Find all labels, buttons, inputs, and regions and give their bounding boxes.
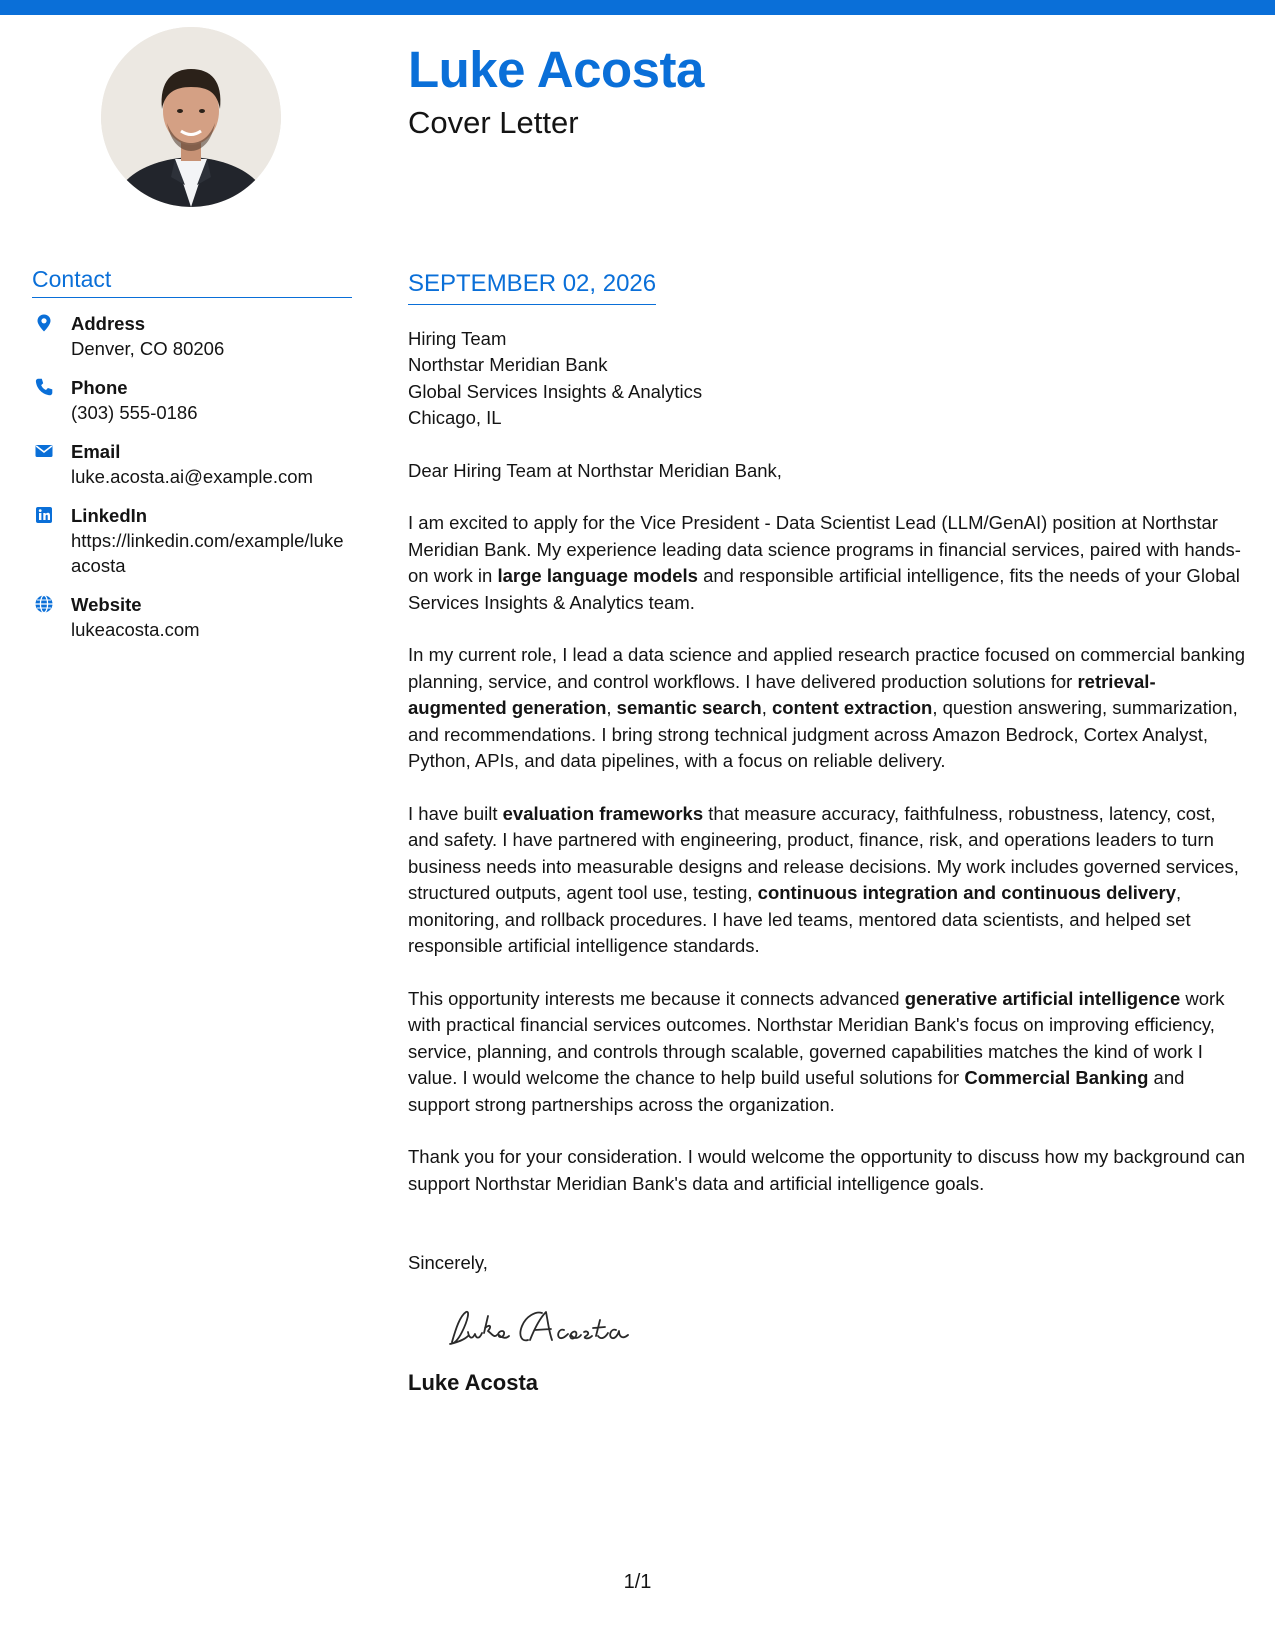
contact-value-phone: (303) 555-0186 (71, 401, 198, 423)
paragraph-text: that measure accuracy, faithfulness, robustness, latency, cost, and safety. I have partnered with engineering, product, finance, risk, and operations leaders to turn business needs into measurable designs and release decisions. My work includes governed services, structured outputs, agent tool use, testing, (408, 802, 1239, 904)
paragraph-text: , (606, 697, 617, 719)
paragraph-4 (408, 986, 1248, 1119)
paragraph-bold-text: Commercial Banking (964, 1067, 1149, 1089)
phone-icon (34, 377, 54, 397)
contact-item-address (32, 311, 352, 361)
paragraph-1 (408, 510, 1248, 616)
handwritten-signature (438, 1302, 638, 1354)
contact-sidebar (32, 266, 352, 656)
paragraph-3 (408, 801, 1248, 960)
greeting: Dear Hiring Team at Northstar Meridian Bank, (408, 459, 782, 481)
contact-value-email[interactable]: luke.acosta.ai@example.com (71, 465, 313, 487)
contact-item-linkedin (32, 503, 352, 578)
email-icon (34, 441, 54, 461)
paragraph-text: Thank you for your consideration. I would welcome the opportunity to discuss how my background can support Northstar Meridian Bank's data and artificial intelligence goals. (408, 1146, 1246, 1194)
contact-value-website[interactable]: lukeacosta.com (71, 618, 200, 640)
map-pin-icon (34, 313, 54, 333)
contact-item-phone (32, 375, 352, 425)
contact-heading: Contact (32, 266, 352, 298)
paragraph-text: and responsible artificial intelligence, fits the needs of your Global Services Insights & Analytics team. (408, 565, 1240, 613)
contact-label-linkedin: LinkedIn (71, 504, 148, 526)
top-accent-bar (0, 0, 1275, 15)
contact-label-address: Address (71, 312, 146, 334)
recipient-line: Global Services Insights & Analytics (408, 380, 703, 402)
document-type-title: Cover Letter (408, 105, 579, 140)
recipient-block (408, 326, 1248, 432)
paragraph-text: This opportunity interests me because it connects advanced (408, 987, 905, 1009)
paragraph-bold-text: semantic search (616, 697, 762, 719)
recipient-line: Chicago, IL (408, 407, 502, 429)
contact-item-email (32, 439, 352, 489)
contact-label-website: Website (71, 593, 142, 615)
page-number: 1/1 (623, 1571, 652, 1593)
profile-photo (101, 27, 281, 207)
paragraph-bold-text: continuous integration and continuous delivery (757, 882, 1176, 904)
paragraph-text: work with practical financial services outcomes. Northstar Meridian Bank's focus on improving efficiency, service, planning, and controls through scalable, governed capabilities matches the kind of work I value. I would welcome the chance to help build useful solutions for (408, 987, 1225, 1089)
paragraph-text: and support strong partnerships across the organization. (408, 1067, 1185, 1115)
contact-label-email: Email (71, 440, 121, 462)
paragraph-bold-text: large language models (497, 565, 698, 587)
paragraph-text: , question answering, summarization, and recommendations. I bring strong technical judgment across Amazon Bedrock, Cortex Analyst, Python, APIs, and data pipelines, with a focus on reliable delivery. (408, 697, 1238, 772)
letter-date: SEPTEMBER 02, 2026 (408, 270, 656, 305)
contact-item-website (32, 592, 352, 642)
contact-list (32, 311, 352, 642)
paragraph-text: In my current role, I lead a data science and applied research practice focused on commercial banking planning, service, and control workflows. I have delivered production solutions for (408, 644, 1246, 692)
contact-label-phone: Phone (71, 376, 128, 398)
signer-name: Luke Acosta (408, 1369, 539, 1395)
applicant-name: Luke Acosta (408, 41, 704, 98)
paragraph-bold-text: retrieval-augmented generation (408, 670, 1156, 719)
paragraph-text: , monitoring, and rollback procedures. I have led teams, mentored data scientists, and helped set responsible artificial intelligence standards. (408, 882, 1191, 957)
letter-body (408, 270, 1248, 1396)
contact-value-linkedin[interactable]: https://linkedin.com/example/lukeacosta (71, 529, 344, 576)
globe-icon (34, 594, 54, 614)
linkedin-icon (34, 505, 54, 525)
paragraph-bold-text: evaluation frameworks (502, 802, 704, 824)
paragraph-text: , (761, 697, 772, 719)
paragraph-text: I have built (408, 802, 503, 824)
recipient-line: Northstar Meridian Bank (408, 354, 608, 376)
recipient-line: Hiring Team (408, 327, 507, 349)
closing: Sincerely, (408, 1252, 488, 1274)
paragraph-text: I am excited to apply for the Vice President - Data Scientist Lead (LLM/GenAI) position at Northstar Meridian Bank. My experience leading data science programs in financial services, paired with hands-on work in (408, 512, 1241, 587)
paragraph-bold-text: content extraction (771, 697, 933, 719)
contact-value-address: Denver, CO 80206 (71, 337, 225, 359)
paragraph-5 (408, 1144, 1248, 1197)
paragraph-bold-text: generative artificial intelligence (904, 987, 1181, 1009)
paragraph-2 (408, 642, 1248, 775)
